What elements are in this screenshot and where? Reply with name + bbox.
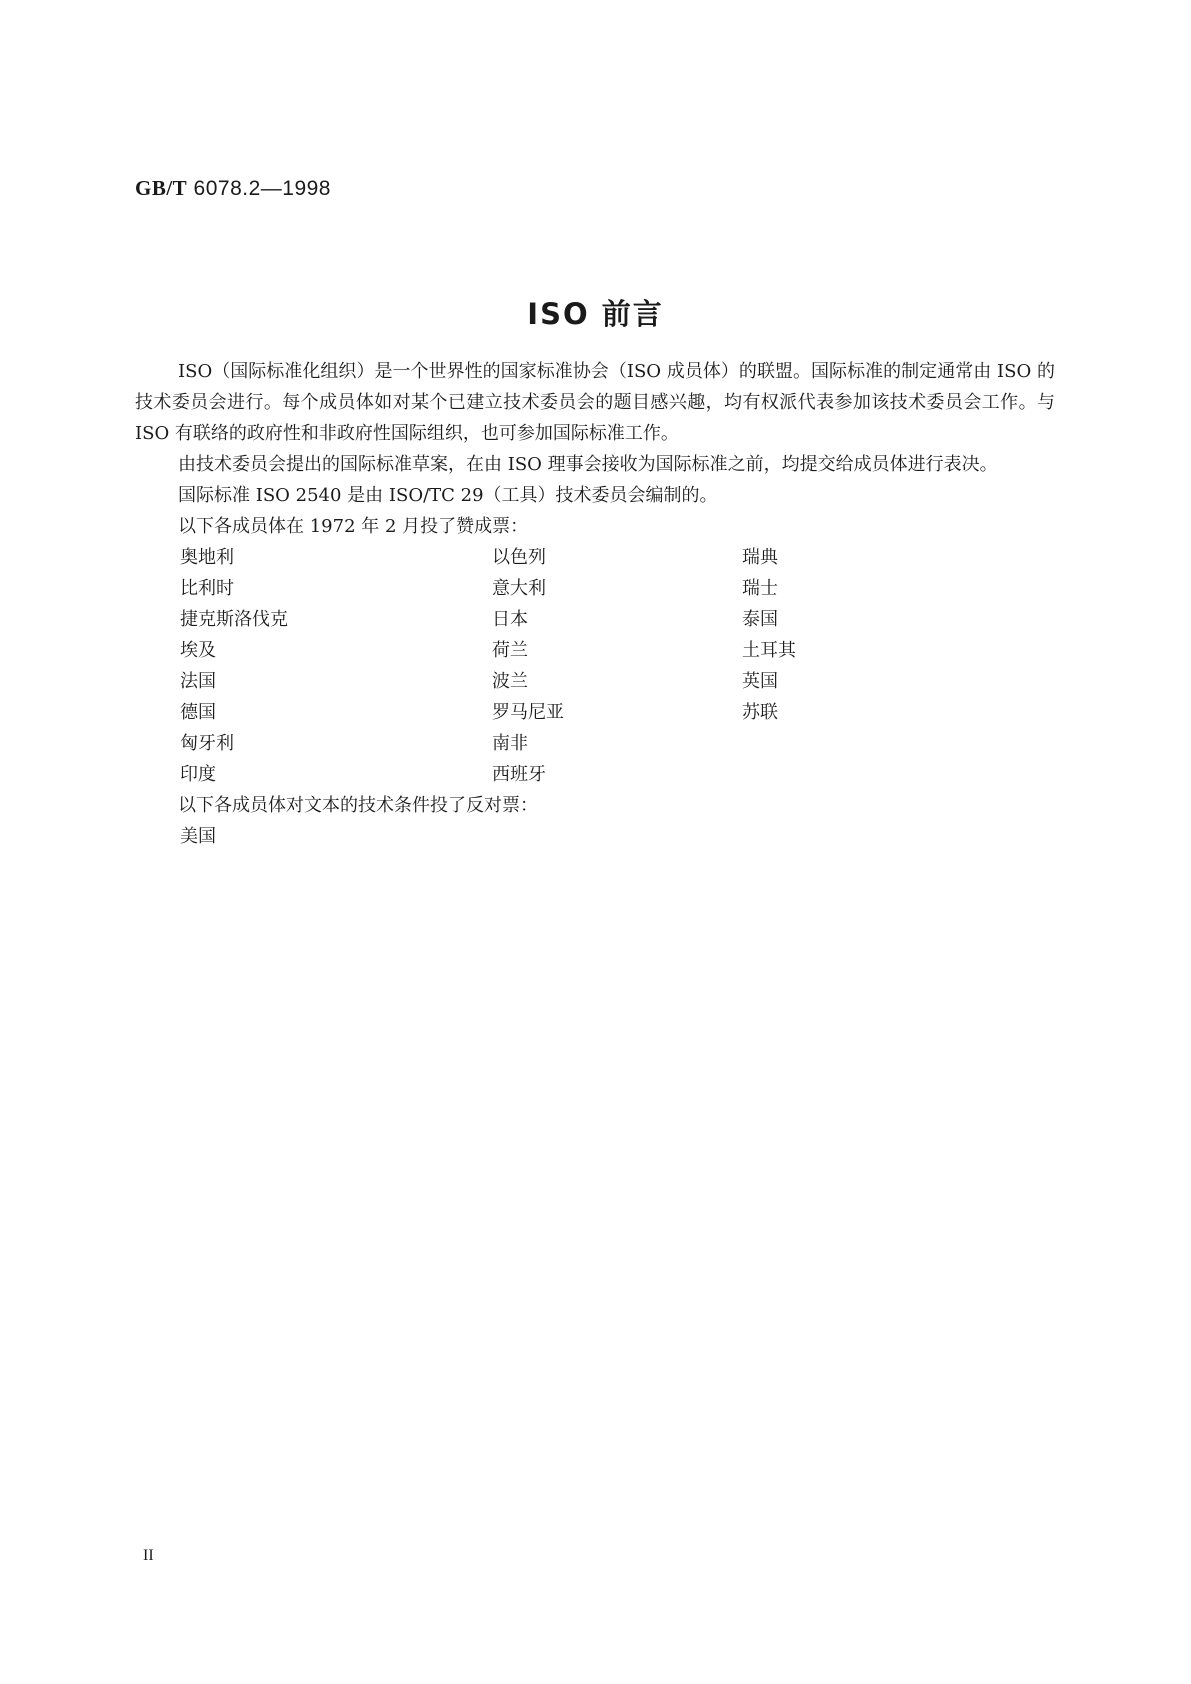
country-item: 美国 (180, 826, 216, 847)
country-item: 波兰 (492, 671, 528, 692)
country-item: 荷兰 (492, 640, 528, 661)
country-item: 西班牙 (492, 764, 546, 785)
page-title: ISO 前言 (527, 297, 664, 331)
country-item: 印度 (180, 764, 216, 785)
approve-intro-line: 以下各成员体在 1972 年 2 月投了赞成票： (178, 516, 529, 537)
foreword-body (135, 356, 1055, 852)
page-number: II (143, 1547, 154, 1564)
country-item: 瑞士 (742, 578, 778, 599)
country-item (742, 728, 942, 759)
country-item: 法国 (180, 671, 216, 692)
country-item: 泰国 (742, 609, 778, 630)
standard-origin-line: 国际标准 ISO 2540 是由 ISO/TC 29（工具）技术委员会编制的。 (178, 485, 718, 506)
country-item: 日本 (492, 609, 528, 630)
country-item: 埃及 (180, 640, 216, 661)
country-item: 南非 (492, 733, 528, 754)
country-item: 以色列 (492, 547, 546, 568)
country-item: 苏联 (742, 702, 778, 723)
country-item: 匈牙利 (180, 733, 234, 754)
paragraph-iso-intro: ISO（国际标准化组织）是一个世界性的国家标准协会（ISO 成员体）的联盟。国际标准的制定通常由 ISO 的技术委员会进行。每个成员体如对某个已建立技术委员会的题目感兴趣，均有权派代表参加该技术委员会工作。与 ISO 有联络的政府性和非政府性国际组织，也可参加国际标准工作。 (135, 361, 1055, 444)
standard-number: 6078.2—1998 (193, 177, 331, 200)
country-item (742, 759, 942, 790)
country-item: 比利时 (180, 578, 234, 599)
country-item: 奥地利 (180, 547, 234, 568)
country-item: 意大利 (492, 578, 546, 599)
paragraph-draft-voting: 由技术委员会提出的国际标准草案，在由 ISO 理事会接收为国际标准之前，均提交给成员体进行表决。 (178, 454, 998, 475)
standard-prefix: GB/T (135, 176, 188, 200)
country-item: 英国 (742, 671, 778, 692)
country-item: 德国 (180, 702, 216, 723)
country-item: 瑞典 (742, 547, 778, 568)
approve-country-list (135, 542, 1055, 790)
country-item: 罗马尼亚 (492, 702, 564, 723)
country-item: 捷克斯洛伐克 (180, 609, 288, 630)
oppose-intro-line: 以下各成员体对文本的技术条件投了反对票： (178, 795, 538, 816)
country-item: 土耳其 (742, 640, 796, 661)
oppose-country-list (135, 821, 1055, 852)
standard-code (135, 176, 331, 201)
